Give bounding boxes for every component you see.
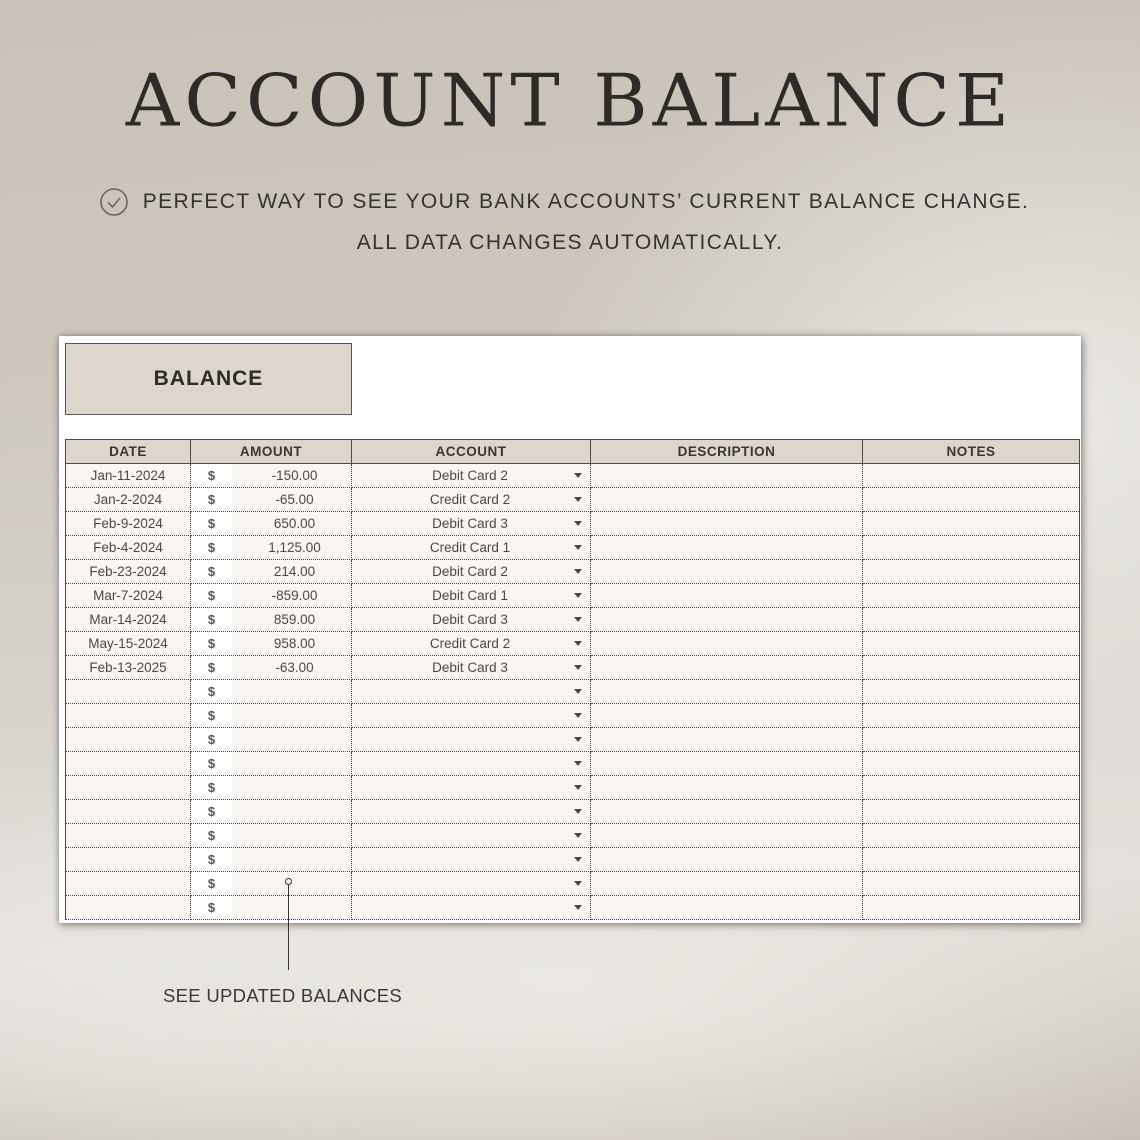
notes-cell[interactable]: [863, 536, 1080, 560]
date-cell[interactable]: [66, 848, 191, 872]
subtitle-line-2: ALL DATA CHANGES AUTOMATICALLY.: [356, 231, 784, 254]
amount-value: [232, 752, 351, 775]
dropdown-arrow-icon[interactable]: [574, 737, 582, 742]
amount-value: -65.00: [275, 492, 314, 507]
amount-value: -63.00: [275, 660, 314, 675]
column-header-amount[interactable]: AMOUNT: [191, 440, 352, 464]
account-dropdown[interactable]: [352, 704, 591, 728]
subtitle: [0, 186, 1140, 259]
subtitle-text-1: PERFECT WAY TO SEE YOUR BANK ACCOUNTS’ CURRENT BALANCE CHANGE.: [142, 190, 1030, 213]
date-cell[interactable]: [66, 752, 191, 776]
amount-value: [232, 800, 351, 823]
description-cell[interactable]: [591, 704, 863, 728]
amount-cell[interactable]: [191, 872, 352, 896]
account-value: Credit Card 2: [429, 492, 511, 507]
table-row: [66, 632, 1080, 656]
amount-value: [232, 776, 351, 799]
date-cell[interactable]: Jan-11-2024: [66, 464, 191, 488]
date-cell[interactable]: Mar-7-2024: [66, 584, 191, 608]
amount-value: 214.00: [273, 564, 316, 579]
notes-cell[interactable]: [863, 896, 1080, 920]
dropdown-arrow-icon[interactable]: [574, 713, 582, 718]
account-dropdown[interactable]: [352, 776, 591, 800]
currency-symbol: $: [191, 536, 232, 559]
amount-cell[interactable]: [191, 632, 352, 656]
amount-value: [232, 680, 351, 703]
dropdown-arrow-icon[interactable]: [574, 521, 582, 526]
spreadsheet-card: [59, 336, 1081, 923]
notes-cell[interactable]: [863, 848, 1080, 872]
account-dropdown[interactable]: [352, 872, 591, 896]
account-dropdown[interactable]: [352, 824, 591, 848]
account-dropdown[interactable]: [352, 800, 591, 824]
amount-cell[interactable]: [191, 680, 352, 704]
dropdown-arrow-icon[interactable]: [574, 689, 582, 694]
amount-cell[interactable]: [191, 896, 352, 920]
description-cell[interactable]: [591, 776, 863, 800]
dropdown-arrow-icon[interactable]: [574, 617, 582, 622]
currency-symbol: $: [191, 728, 232, 751]
account-value: Credit Card 1: [429, 540, 511, 555]
amount-value: [232, 872, 351, 895]
description-cell[interactable]: [591, 680, 863, 704]
page-title: ACCOUNT BALANCE: [125, 58, 1015, 144]
account-dropdown[interactable]: [352, 728, 591, 752]
table-row: [66, 800, 1080, 824]
date-cell[interactable]: Feb-13-2025: [66, 656, 191, 680]
amount-cell[interactable]: [191, 512, 352, 536]
amount-cell[interactable]: [191, 464, 352, 488]
amount-value: [232, 704, 351, 727]
notes-cell[interactable]: [863, 728, 1080, 752]
currency-symbol: $: [191, 704, 232, 727]
description-cell[interactable]: [591, 896, 863, 920]
table-row: [66, 488, 1080, 512]
notes-cell[interactable]: [863, 608, 1080, 632]
amount-cell[interactable]: [191, 656, 352, 680]
amount-cell[interactable]: [191, 608, 352, 632]
account-value: Debit Card 2: [432, 564, 508, 579]
notes-cell[interactable]: [863, 512, 1080, 536]
callout-label: SEE UPDATED BALANCES: [163, 985, 403, 1006]
table-row: [66, 680, 1080, 704]
amount-value: 1,125.00: [268, 540, 321, 555]
table-row: [66, 776, 1080, 800]
notes-cell[interactable]: [863, 776, 1080, 800]
amount-value: 650.00: [273, 516, 316, 531]
dropdown-arrow-icon[interactable]: [574, 785, 582, 790]
dropdown-arrow-icon[interactable]: [574, 545, 582, 550]
account-dropdown[interactable]: [352, 680, 591, 704]
amount-cell[interactable]: [191, 800, 352, 824]
date-cell[interactable]: [66, 728, 191, 752]
column-header-description[interactable]: DESCRIPTION: [591, 440, 863, 464]
dropdown-arrow-icon[interactable]: [574, 857, 582, 862]
amount-cell[interactable]: [191, 848, 352, 872]
currency-symbol: $: [191, 608, 232, 631]
dropdown-arrow-icon[interactable]: [574, 593, 582, 598]
notes-cell[interactable]: [863, 656, 1080, 680]
balance-header-box: BALANCE: [65, 343, 352, 415]
column-header-date[interactable]: DATE: [66, 440, 191, 464]
currency-symbol: $: [191, 752, 232, 775]
description-cell[interactable]: [591, 752, 863, 776]
description-cell[interactable]: [591, 464, 863, 488]
description-cell[interactable]: [591, 584, 863, 608]
account-dropdown[interactable]: [352, 608, 591, 632]
callout-pointer-line: [288, 885, 289, 970]
dropdown-arrow-icon[interactable]: [574, 665, 582, 670]
description-cell[interactable]: [591, 848, 863, 872]
dropdown-arrow-icon[interactable]: [574, 833, 582, 838]
table-row: [66, 536, 1080, 560]
notes-cell[interactable]: [863, 800, 1080, 824]
account-dropdown[interactable]: [352, 584, 591, 608]
notes-cell[interactable]: [863, 632, 1080, 656]
date-cell[interactable]: Mar-14-2024: [66, 608, 191, 632]
table-row: [66, 512, 1080, 536]
account-dropdown[interactable]: [352, 488, 591, 512]
table-row: [66, 704, 1080, 728]
callout-pointer-dot: [285, 878, 292, 885]
notes-cell[interactable]: [863, 584, 1080, 608]
description-cell[interactable]: [591, 512, 863, 536]
notes-cell[interactable]: [863, 560, 1080, 584]
notes-cell[interactable]: [863, 704, 1080, 728]
dropdown-arrow-icon[interactable]: [574, 569, 582, 574]
dropdown-arrow-icon[interactable]: [574, 809, 582, 814]
description-cell[interactable]: [591, 872, 863, 896]
account-value: Debit Card 1: [432, 588, 508, 603]
date-cell[interactable]: [66, 776, 191, 800]
account-value: Credit Card 2: [429, 636, 511, 651]
account-dropdown[interactable]: [352, 536, 591, 560]
table-row: [66, 656, 1080, 680]
column-header-account[interactable]: ACCOUNT: [352, 440, 591, 464]
currency-symbol: $: [191, 512, 232, 535]
notes-cell[interactable]: [863, 872, 1080, 896]
currency-symbol: $: [191, 488, 232, 511]
dropdown-arrow-icon[interactable]: [574, 641, 582, 646]
currency-symbol: $: [191, 680, 232, 703]
date-cell[interactable]: Feb-9-2024: [66, 512, 191, 536]
table-row: [66, 752, 1080, 776]
dropdown-arrow-icon[interactable]: [574, 761, 582, 766]
dropdown-arrow-icon[interactable]: [574, 881, 582, 886]
account-dropdown[interactable]: [352, 464, 591, 488]
date-cell[interactable]: [66, 872, 191, 896]
amount-value: 958.00: [273, 636, 316, 651]
description-cell[interactable]: [591, 608, 863, 632]
amount-cell[interactable]: [191, 752, 352, 776]
currency-symbol: $: [191, 584, 232, 607]
description-cell[interactable]: [591, 800, 863, 824]
currency-symbol: $: [191, 800, 232, 823]
amount-value: -859.00: [271, 588, 318, 603]
date-cell[interactable]: [66, 800, 191, 824]
amount-cell[interactable]: [191, 776, 352, 800]
account-dropdown[interactable]: [352, 512, 591, 536]
dropdown-arrow-icon[interactable]: [574, 905, 582, 910]
amount-value: [232, 896, 351, 919]
notes-cell[interactable]: [863, 680, 1080, 704]
amount-value: 859.00: [273, 612, 316, 627]
notes-cell[interactable]: [863, 824, 1080, 848]
dropdown-arrow-icon[interactable]: [574, 497, 582, 502]
amount-cell[interactable]: [191, 560, 352, 584]
date-cell[interactable]: [66, 896, 191, 920]
description-cell[interactable]: [591, 632, 863, 656]
currency-symbol: $: [191, 632, 232, 655]
description-cell[interactable]: [591, 656, 863, 680]
transactions-table: [65, 439, 1080, 920]
amount-value: -150.00: [271, 468, 318, 483]
account-dropdown[interactable]: [352, 656, 591, 680]
table-row: [66, 608, 1080, 632]
table-header-row: [66, 440, 1080, 464]
date-cell[interactable]: [66, 680, 191, 704]
table-row: [66, 872, 1080, 896]
description-cell[interactable]: [591, 536, 863, 560]
amount-cell[interactable]: [191, 728, 352, 752]
table-row: [66, 728, 1080, 752]
table-row: [66, 464, 1080, 488]
notes-cell[interactable]: [863, 752, 1080, 776]
date-cell[interactable]: Feb-4-2024: [66, 536, 191, 560]
date-cell[interactable]: Jan-2-2024: [66, 488, 191, 512]
account-dropdown[interactable]: [352, 752, 591, 776]
amount-value: [232, 728, 351, 751]
notes-cell[interactable]: [863, 488, 1080, 512]
currency-symbol: $: [191, 896, 232, 919]
amount-value: [232, 848, 351, 871]
amount-cell[interactable]: [191, 584, 352, 608]
date-cell[interactable]: [66, 704, 191, 728]
date-cell[interactable]: May-15-2024: [66, 632, 191, 656]
description-cell[interactable]: [591, 824, 863, 848]
table-row: [66, 560, 1080, 584]
amount-cell[interactable]: [191, 704, 352, 728]
currency-symbol: $: [191, 656, 232, 679]
account-dropdown[interactable]: [352, 560, 591, 584]
currency-symbol: $: [191, 824, 232, 847]
amount-value: [232, 824, 351, 847]
table-row: [66, 896, 1080, 920]
description-cell[interactable]: [591, 728, 863, 752]
column-header-notes[interactable]: NOTES: [863, 440, 1080, 464]
description-cell[interactable]: [591, 560, 863, 584]
date-cell[interactable]: [66, 824, 191, 848]
account-value: Debit Card 3: [432, 660, 508, 675]
table-row: [66, 584, 1080, 608]
currency-symbol: $: [191, 560, 232, 583]
account-value: Debit Card 2: [432, 468, 508, 483]
currency-symbol: $: [191, 872, 232, 895]
table-row: [66, 848, 1080, 872]
account-value: Debit Card 3: [432, 612, 508, 627]
table-body: [66, 464, 1080, 920]
currency-symbol: $: [191, 776, 232, 799]
amount-cell[interactable]: [191, 824, 352, 848]
dropdown-arrow-icon[interactable]: [574, 473, 582, 478]
account-dropdown[interactable]: [352, 848, 591, 872]
notes-cell[interactable]: [863, 464, 1080, 488]
account-dropdown[interactable]: [352, 896, 591, 920]
amount-cell[interactable]: [191, 488, 352, 512]
amount-cell[interactable]: [191, 536, 352, 560]
currency-symbol: $: [191, 848, 232, 871]
table-row: [66, 824, 1080, 848]
account-dropdown[interactable]: [352, 632, 591, 656]
account-value: Debit Card 3: [432, 516, 508, 531]
currency-symbol: $: [191, 464, 232, 487]
check-circle-icon: [99, 187, 129, 217]
subtitle-line-1: [99, 186, 1030, 218]
date-cell[interactable]: Feb-23-2024: [66, 560, 191, 584]
description-cell[interactable]: [591, 488, 863, 512]
